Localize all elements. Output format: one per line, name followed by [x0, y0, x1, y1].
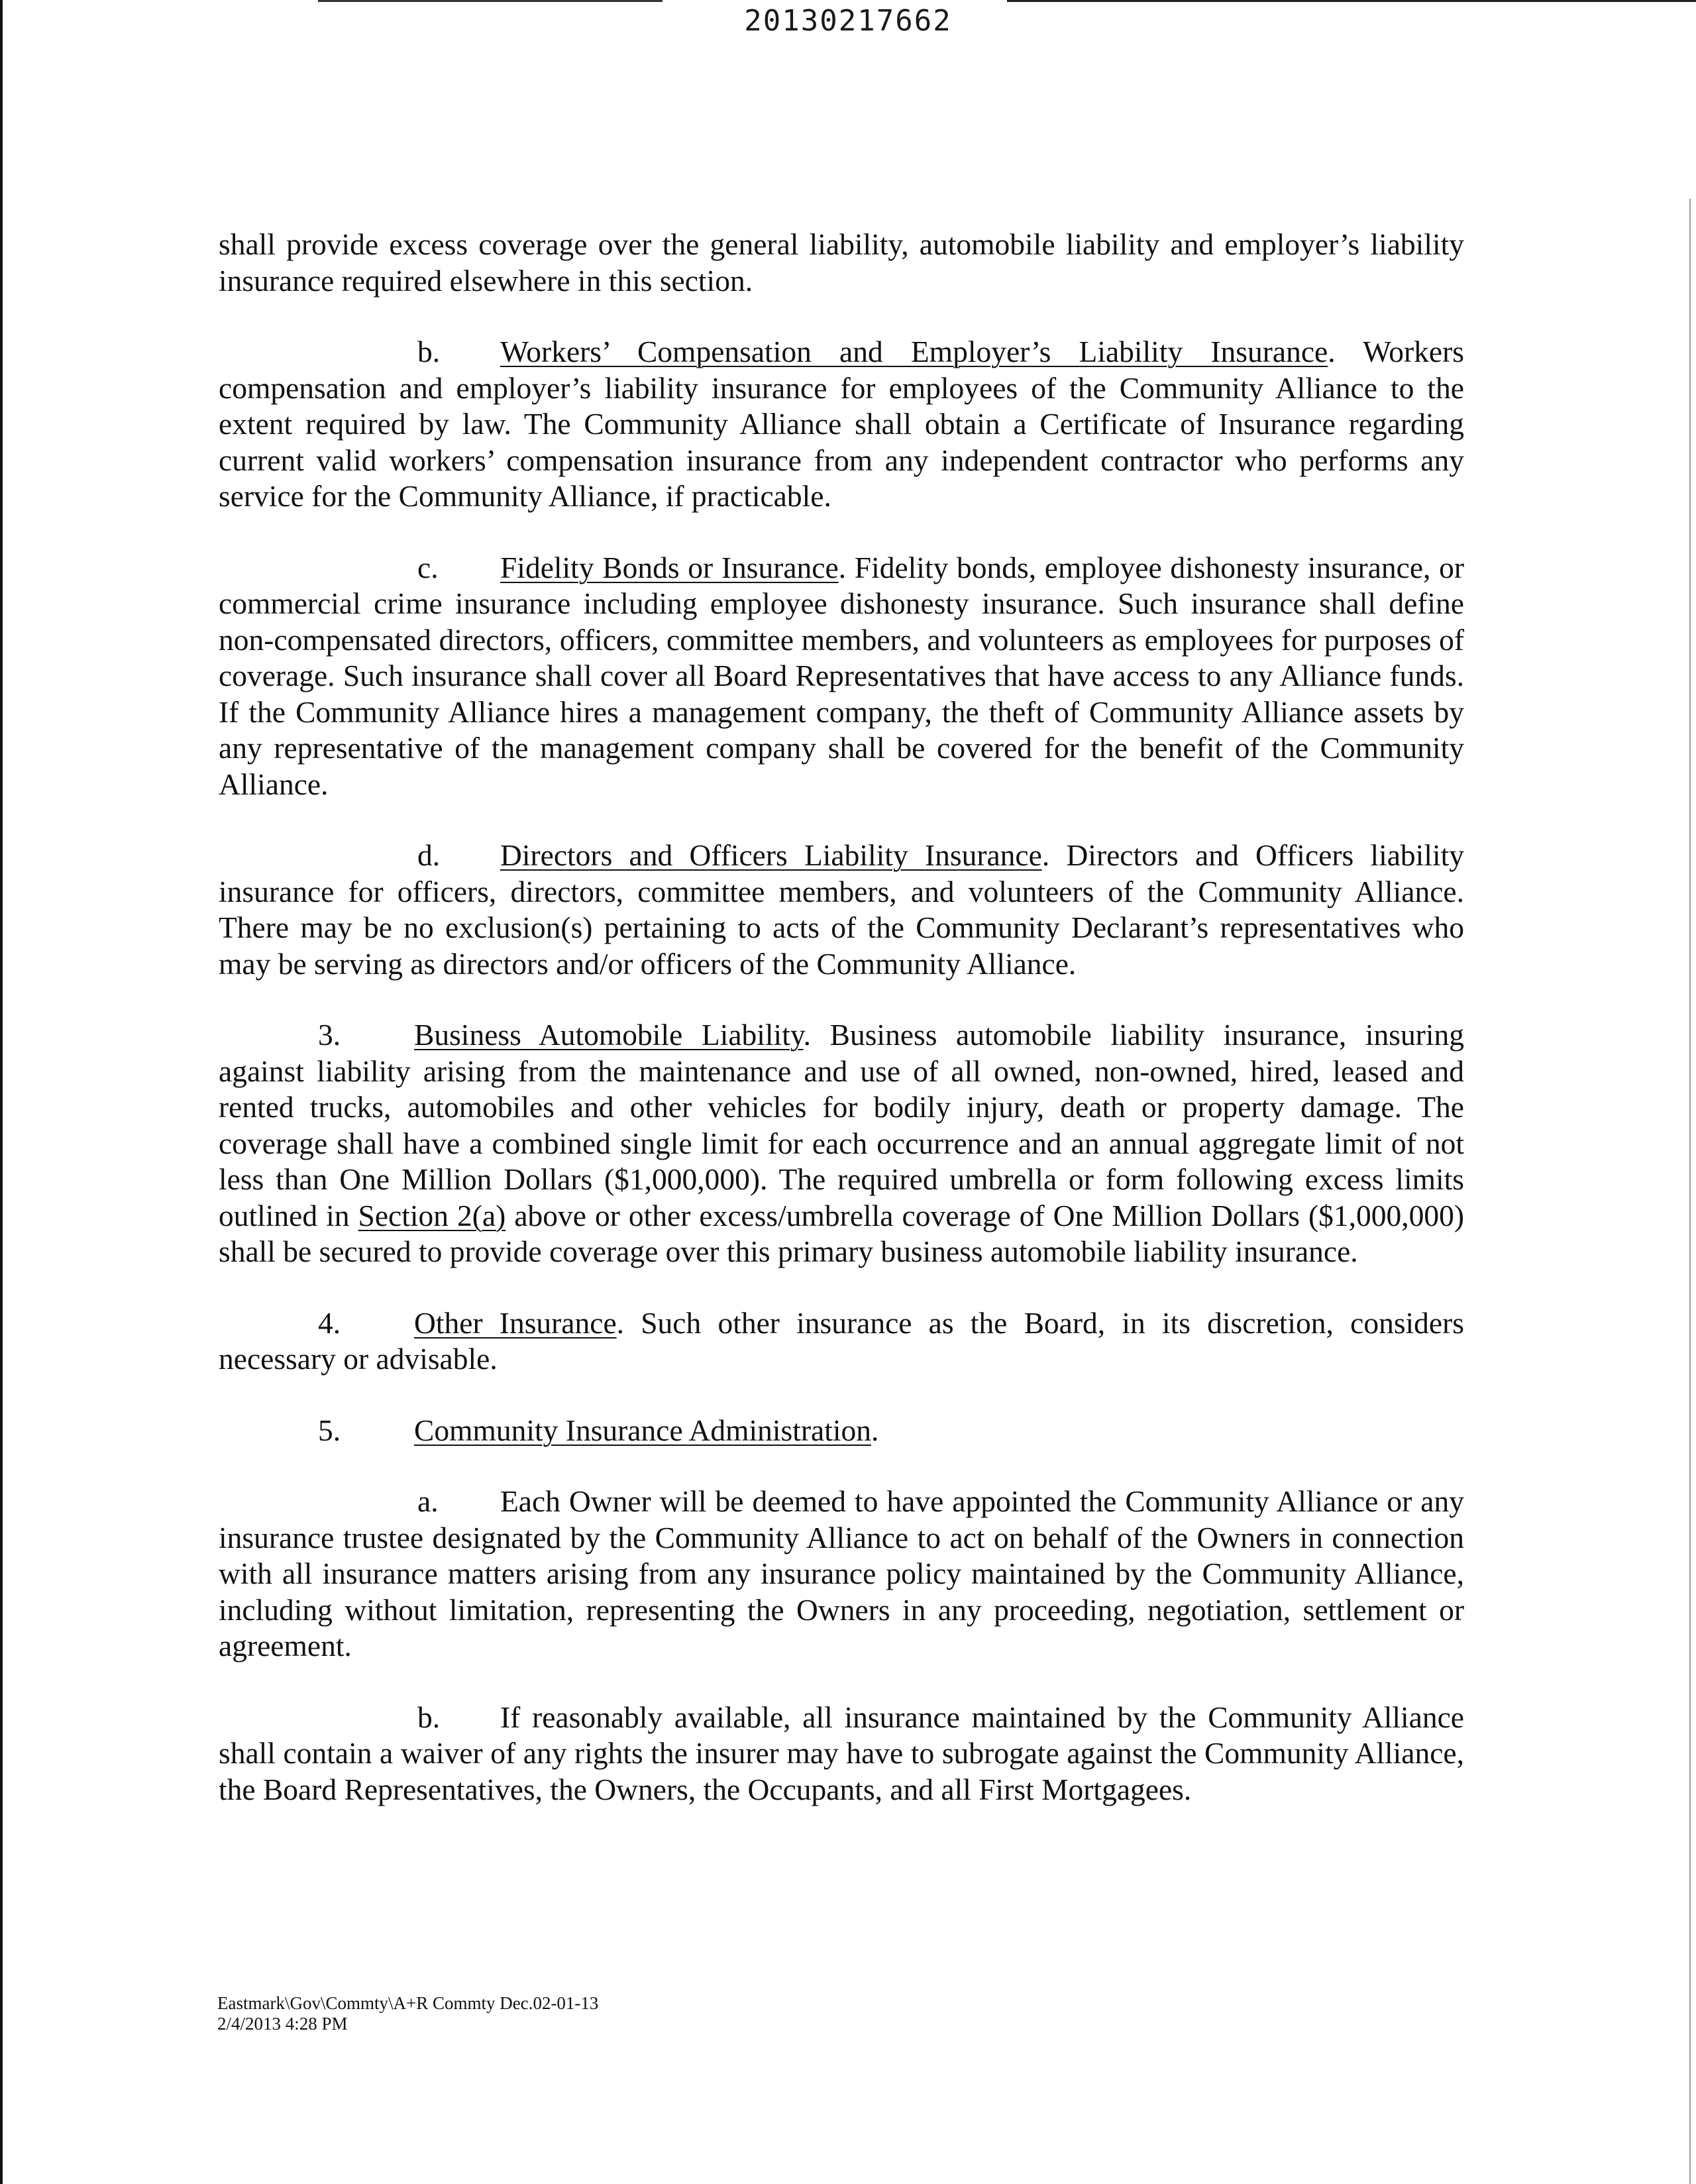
item-label: b.	[417, 335, 441, 368]
paragraph-workers-compensation	[219, 334, 1464, 515]
item-label: a.	[417, 1484, 439, 1518]
paragraph-text: . Fidelity bonds, employee dishonesty insurance, or commercial crime insurance including employee dishonesty insurance. Such insurance shall define non-compensated directors, officers, committee members, and volunteers as employees for purposes of coverage. Such insurance shall cover all Board Representatives that have access to any Alliance funds. If the Community Alliance hires a management company, the theft of Community Alliance assets by any representative of the management company shall be covered for the benefit of the Community Alliance.	[219, 550, 1464, 801]
document-footer	[217, 1993, 598, 2034]
paragraph-continuation	[219, 227, 1464, 299]
item-label: d.	[417, 838, 441, 872]
paragraph-text: above or other excess/umbrella coverage of One Million Dollars ($1,000,000) shall be secured to provide coverage over this primary business automobile liability insurance.	[219, 1198, 1464, 1268]
document-body	[219, 227, 1464, 1843]
paragraph-owner-appointment	[219, 1484, 1464, 1665]
section-heading: Community Insurance Administration	[414, 1413, 872, 1447]
item-label: b.	[417, 1700, 441, 1734]
item-label: 5.	[318, 1413, 341, 1447]
paragraph-text: . Such other insurance as the Board, in its discretion, considers necessary or advisable.	[219, 1305, 1464, 1376]
section-heading: Other Insurance	[414, 1305, 617, 1340]
paragraph-text: shall provide excess coverage over the general liability, automobile liability and employer’s liability insurance required elsewhere in this section.	[219, 227, 1464, 298]
paragraph-text: If reasonably available, all insurance maintained by the Community Alliance shall contain a waiver of any rights the insurer may have to subrogate against the Community Alliance, the Board Representatives, the Owners, the Occupants, and all First Mortgagees.	[219, 1700, 1464, 1806]
paragraph-subrogation-waiver	[219, 1700, 1464, 1808]
paragraph-text: . Workers compensation and employer’s liability insurance for employees of the Community Alliance to the extent required by law. The Community Alliance shall obtain a Certificate of Insurance regarding current valid workers’ compensation insurance from any independent contractor who performs any service for the Community Alliance, if practicable.	[219, 335, 1464, 513]
paragraph-insurance-administration	[219, 1413, 1464, 1449]
paragraph-directors-officers	[219, 838, 1464, 982]
paragraph-other-insurance	[219, 1305, 1464, 1378]
top-rule-left	[318, 0, 662, 2]
top-rule-right	[1007, 0, 1696, 2]
paragraph-text: Each Owner will be deemed to have appointed the Community Alliance or any insurance trustee designated by the Community Alliance to act on behalf of the Owners in connection with all insurance matters arising from any insurance policy maintained by the Community Alliance, including without limitation, representing the Owners in any proceeding, negotiation, settlement or agreement.	[219, 1484, 1464, 1663]
document-number: 20130217662	[744, 4, 952, 38]
item-label: c.	[417, 550, 439, 584]
paragraph-text: .	[871, 1413, 879, 1447]
section-heading: Fidelity Bonds or Insurance	[500, 550, 839, 584]
item-label: 4.	[318, 1305, 341, 1340]
section-reference: Section 2(a)	[358, 1198, 506, 1232]
paragraph-business-automobile	[219, 1017, 1464, 1270]
section-heading: Business Automobile Liability	[414, 1018, 804, 1052]
paragraph-fidelity-bonds	[219, 550, 1464, 803]
paragraph-text: . Directors and Officers liability insurance for officers, directors, committee members, and volunteers of the Community Alliance. There may be no exclusion(s) pertaining to acts of the Community Declarant’s representatives who may be serving as directors and/or officers of the Community Alliance.	[219, 838, 1464, 981]
page-right-border	[1689, 199, 1691, 2184]
paragraph-text: . Business automobile liability insurance, insuring against liability arising from the maintenance and use of all owned, non-owned, hired, leased and rented trucks, automobiles and other vehicles for bodily injury, death or property damage. The coverage shall have a combined single limit for each occurrence and an annual aggregate limit of not less than One Million Dollars ($1,000,000). The required umbrella or form following excess limits outlined in	[219, 1018, 1465, 1232]
item-label: 3.	[318, 1018, 341, 1052]
section-heading: Directors and Officers Liability Insurance	[500, 838, 1042, 872]
page-left-border	[0, 0, 3, 2184]
footer-file-path: Eastmark\Gov\Commty\A+R Commty Dec.02-01-13	[217, 1993, 599, 2013]
section-heading: Workers’ Compensation and Employer’s Liability Insurance	[500, 335, 1328, 368]
footer-timestamp: 2/4/2013 4:28 PM	[217, 2014, 348, 2034]
